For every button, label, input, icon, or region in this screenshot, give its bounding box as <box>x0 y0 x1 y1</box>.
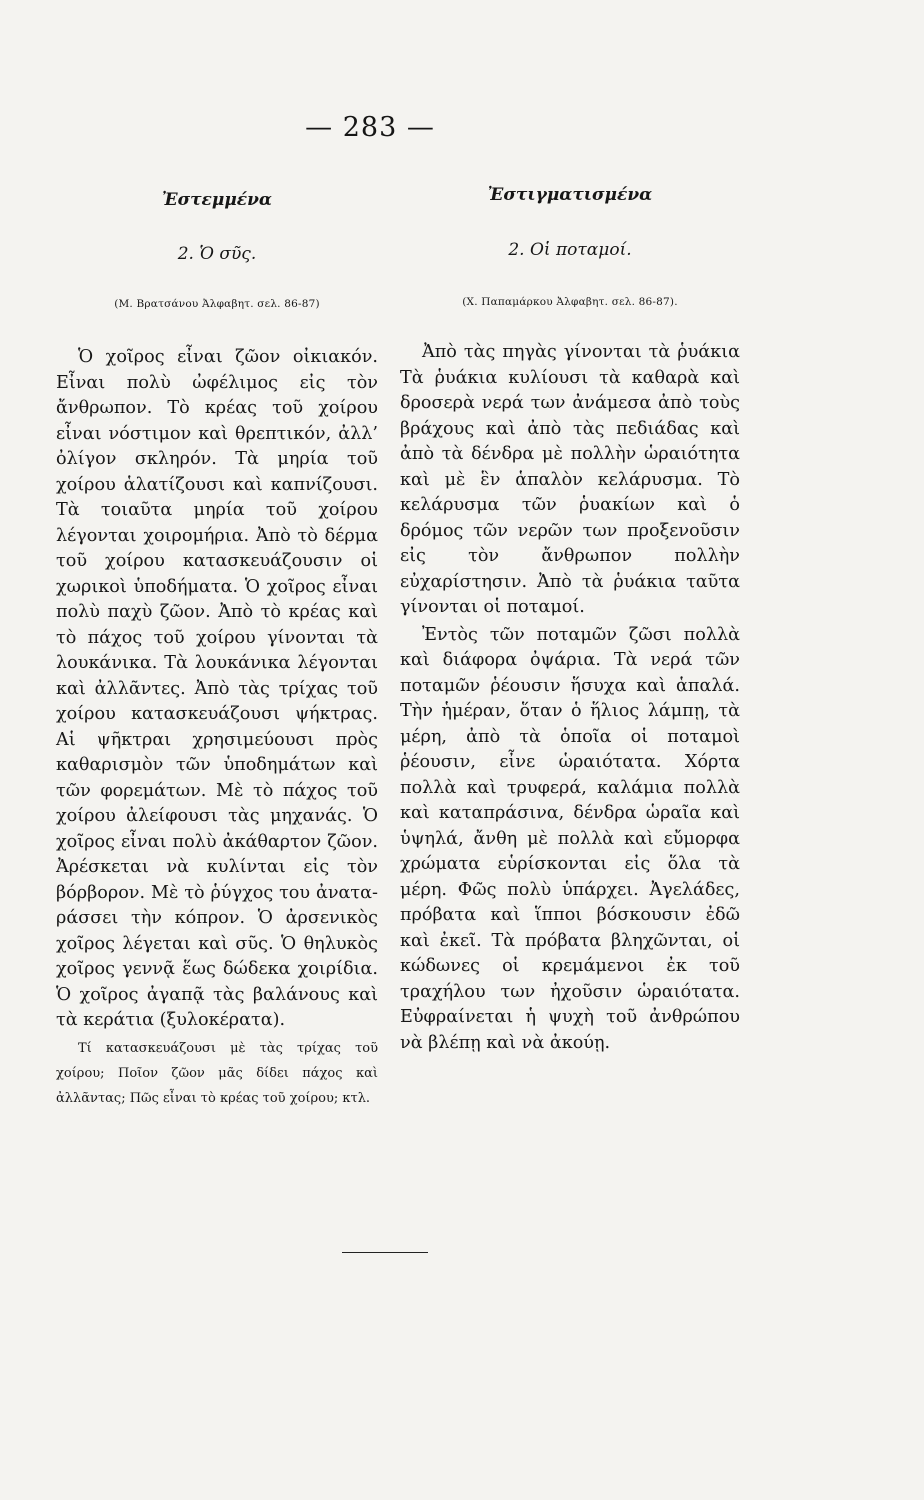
end-rule <box>342 1252 428 1253</box>
left-body-text <box>56 345 378 1111</box>
left-paragraph: Ὁ χοῖρος εἶναι ζῶον οἰκιακόν. Εἶναι πολὺ ὠφέλιμος εἰς τὸν ἄνθρωπον. Τὸ κρέας τοῦ χοίρου εἶναι νόστιμον καὶ θρεπτικόν, ἀλλ’ ὀλίγον σκληρόν. Τὰ μηρία τοῦ χοίρου ἁλατίζουσι καὶ καπνίζουσι. Τὰ τοιαῦτα μηρία τοῦ χοίρου λέγονται χοιρομήρια. Ἀπὸ τὸ δέρμα τοῦ χοίρου κατασκευάζουσιν οἱ χωρικοὶ ὑποδήματα. Ὁ χοῖρος εἶναι πολὺ παχὺ ζῶον. Ἀπὸ τὸ κρέας καὶ τὸ πάχος τοῦ χοίρου γίνονται τὰ λουκάνικα. Τὰ λουκάνικα λέγονται καὶ ἀλλᾶντες. Ἀπὸ τὰς τρίχας τοῦ χοίρου κατασκευάζουσι ψήκτρας. Αἱ ψῆκτραι χρησιμεύουσι πρὸς καθαρισμὸν τῶν ὑποδημάτων καὶ τῶν φορεμάτων. Μὲ τὸ πάχος τοῦ χοίρου ἀλείφουσι τὰς μηχανάς. Ὁ χοῖρος εἶναι πολὺ ἀκάθαρτον ζῶον. Ἀρέσκεται νὰ κυλίνται εἰς τὸν βόρβορον. Μὲ τὸ ῥύγχος του ἀναταράσσει τὴν κόπρον. Ὁ ἀρσενικὸς χοῖρος λέγεται καὶ σῦς. Ὁ θηλυκὸς χοῖρος γεννᾷ ἕως δώδεκα χοιρίδια. Ὁ χοῖρος ἀγαπᾷ τὰς βαλάνους καὶ τὰ κεράτια (ξυλοκέρατα). <box>56 347 378 1030</box>
left-section-title: Ἐστεμμένα <box>161 190 272 210</box>
left-questions: Τί κατασκευάζουσι μὲ τὰς τρίχας τοῦ χοίρου; Ποῖον ζῶον μᾶς δίδει πάχος καὶ ἀλλᾶντας; Πῶς εἶναι τὸ κρέας τοῦ χοίρου; κτλ. <box>56 1040 378 1106</box>
right-paragraph: Ἐντὸς τῶν ποταμῶν ζῶσι πολλὰ καὶ διάφορα ὀψάρια. Τὰ νερά τῶν ποταμῶν ῥέουσιν ἥσυχα καὶ ἁπαλά. Τὴν ἡμέραν, ὅταν ὁ ἥλιος λάμπῃ, τὰ μέρη, ἀπὸ τὰ ὁποῖα οἱ ποταμοὶ ῥέουσιν, εἶνε ὡραιότατα. Χόρτα πολλὰ καὶ τρυφερά, καλάμια πολλὰ καὶ καταπράσινα, δένδρα ὡραῖα καὶ ὑψηλά, ἄνθη μὲ πολλὰ καὶ εὔμορφα χρώματα εὑρίσκονται εἰς ὅλα τὰ μέρη. Φῶς πολὺ ὑπάρχει. Ἀγελάδες, πρόβατα καὶ ἵπποι βόσκουσιν ἐδῶ καὶ ἐκεῖ. Τὰ πρόβατα βληχῶνται, οἱ κώδωνες οἱ κρεμάμενοι ἐκ τοῦ τραχήλου των ἠχοῦσιν ὡραιότατα. Εὐφραίνεται ἡ ψυχὴ τοῦ ἀνθρώπου νὰ βλέπῃ καὶ νὰ ἀκούῃ. <box>400 624 740 1053</box>
right-body-text <box>400 340 740 1056</box>
left-lesson-title: 2. Ὁ σῦς. <box>177 244 257 264</box>
right-section-title: Ἐστιγματισμένα <box>487 185 653 205</box>
right-paragraph: Ἀπὸ τὰς πηγὰς γίνονται τὰ ῥυάκια Τὰ ῥυάκια κυλίουσι τὰ καθαρὰ καὶ δροσερὰ νερά των ἀνάμεσα ἀπὸ τοὺς βράχους καὶ ἀπὸ τὰς πεδιάδας καὶ ἀπὸ τὰ δένδρα μὲ πολλὴν ὡραιότητα καὶ μὲ ἓν ἁπαλὸν κελάρυσμα. Τὸ κελάρυσμα τῶν ῥυακίων καὶ ὁ δρόμος τῶν νερῶν των προξενοῦσιν εἰς τὸν ἄνθρωπον πολλὴν εὐχαρίστησιν. Ἀπὸ τὰ ῥυάκια ταῦτα γίνονται οἱ ποταμοί. <box>400 342 740 617</box>
page-number: — 283 — <box>305 112 435 143</box>
left-source-citation: (Μ. Βρατσάνου Ἀλφαβητ. σελ. 86-87) <box>114 298 320 310</box>
right-lesson-title: 2. Οἱ ποταμοί. <box>508 240 632 260</box>
right-source-citation: (Χ. Παπαμάρκου Ἀλφαβητ. σελ. 86-87). <box>462 296 678 308</box>
